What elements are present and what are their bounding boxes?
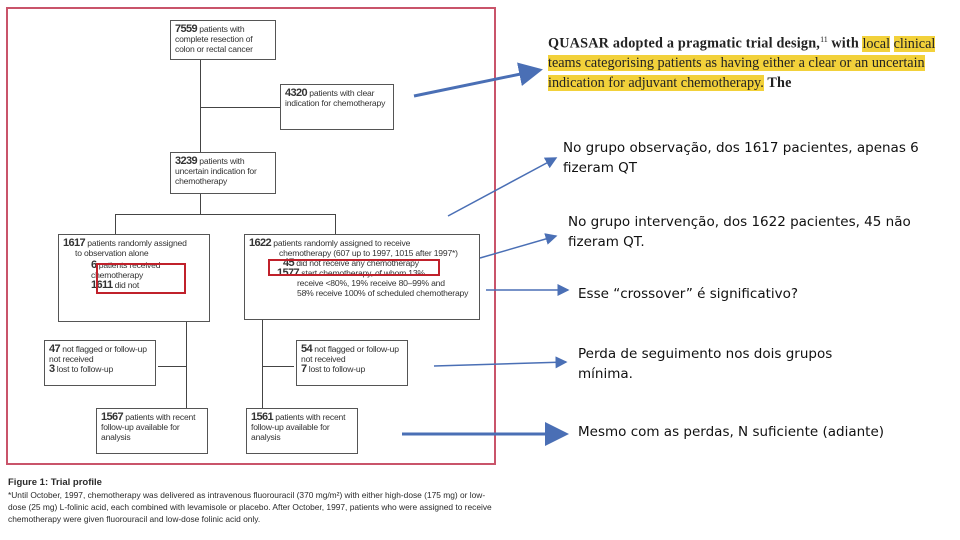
highlight-box-received-chemo — [96, 263, 186, 294]
connector — [335, 214, 336, 234]
figure-caption-body: *Until October, 1997, chemotherapy was delivered as intravenous fluorouracil (370 mg/m²) with either high-dose (175 mg) or low-dose (25 mg) L-folinic acid, each combined with levamisole or placebo. After October, 1997, patients who were assigned to receive chemotherapy were given fluorouracil and low-dose folinic acid only. — [8, 490, 492, 524]
note-crossover: Esse “crossover” é significativo? — [578, 286, 799, 302]
box-observation-arm: 1617 patients randomly assigned to observation alone 6 patients received chemotherapy 1611 did not — [58, 234, 210, 322]
box-lost-left: 47 not flagged or follow-up not received 3 lost to follow-up — [44, 340, 156, 386]
figure-caption-title: Figure 1: Trial profile — [8, 477, 102, 488]
box-uncertain-indication: 3239 patients with uncertain indication for chemotherapy — [170, 152, 276, 194]
box-lost-right: 54 not flagged or follow-up not received 7 lost to follow-up — [296, 340, 408, 386]
connector — [158, 366, 186, 367]
connector — [115, 214, 335, 215]
note-intervention-group: No grupo intervenção, dos 1622 pacientes, 45 não fizeram QT. — [568, 214, 911, 250]
paper-excerpt: QUASAR adopted a pragmatic trial design,$^{11}$ with local clinical teams categorising patients as having either a clear or an uncertain indication for adjuvant chemotherapy. The — [548, 35, 936, 91]
note-sufficient-n: Mesmo com as perdas, N suficiente (adiante) — [578, 424, 885, 440]
connector — [186, 322, 187, 408]
connector — [115, 214, 116, 234]
highlight-box-no-chemo — [268, 259, 440, 276]
connector — [200, 107, 280, 108]
note-observation-group: No grupo observação, dos 1617 pacientes, apenas 6 fizeram QT — [563, 140, 919, 176]
box-total-patients: 7559 patients with complete resection of colon or rectal cancer — [170, 20, 276, 60]
box-chemotherapy-arm: 1622 patients randomly assigned to receive chemotherapy (607 up to 1997, 1015 after 1997*) 45 did not receive any chemotherapy 1577 start chemotherapy, of whom 13% receive <80%, 19% receive 80–99% and 58% receive 100% of scheduled chemotherapy — [244, 234, 480, 320]
box-final-left: 1567 patients with recent follow-up available for analysis — [96, 408, 208, 454]
connector — [262, 320, 263, 408]
box-clear-indication: 4320 patients with clear indication for chemotherapy — [280, 84, 394, 130]
connector — [262, 366, 294, 367]
connector — [200, 60, 201, 152]
note-loss-follow-up: Perda de seguimento nos dois grupos mínima. — [578, 346, 833, 382]
box-final-right: 1561 patients with recent follow-up available for analysis — [246, 408, 358, 454]
connector — [200, 194, 201, 214]
